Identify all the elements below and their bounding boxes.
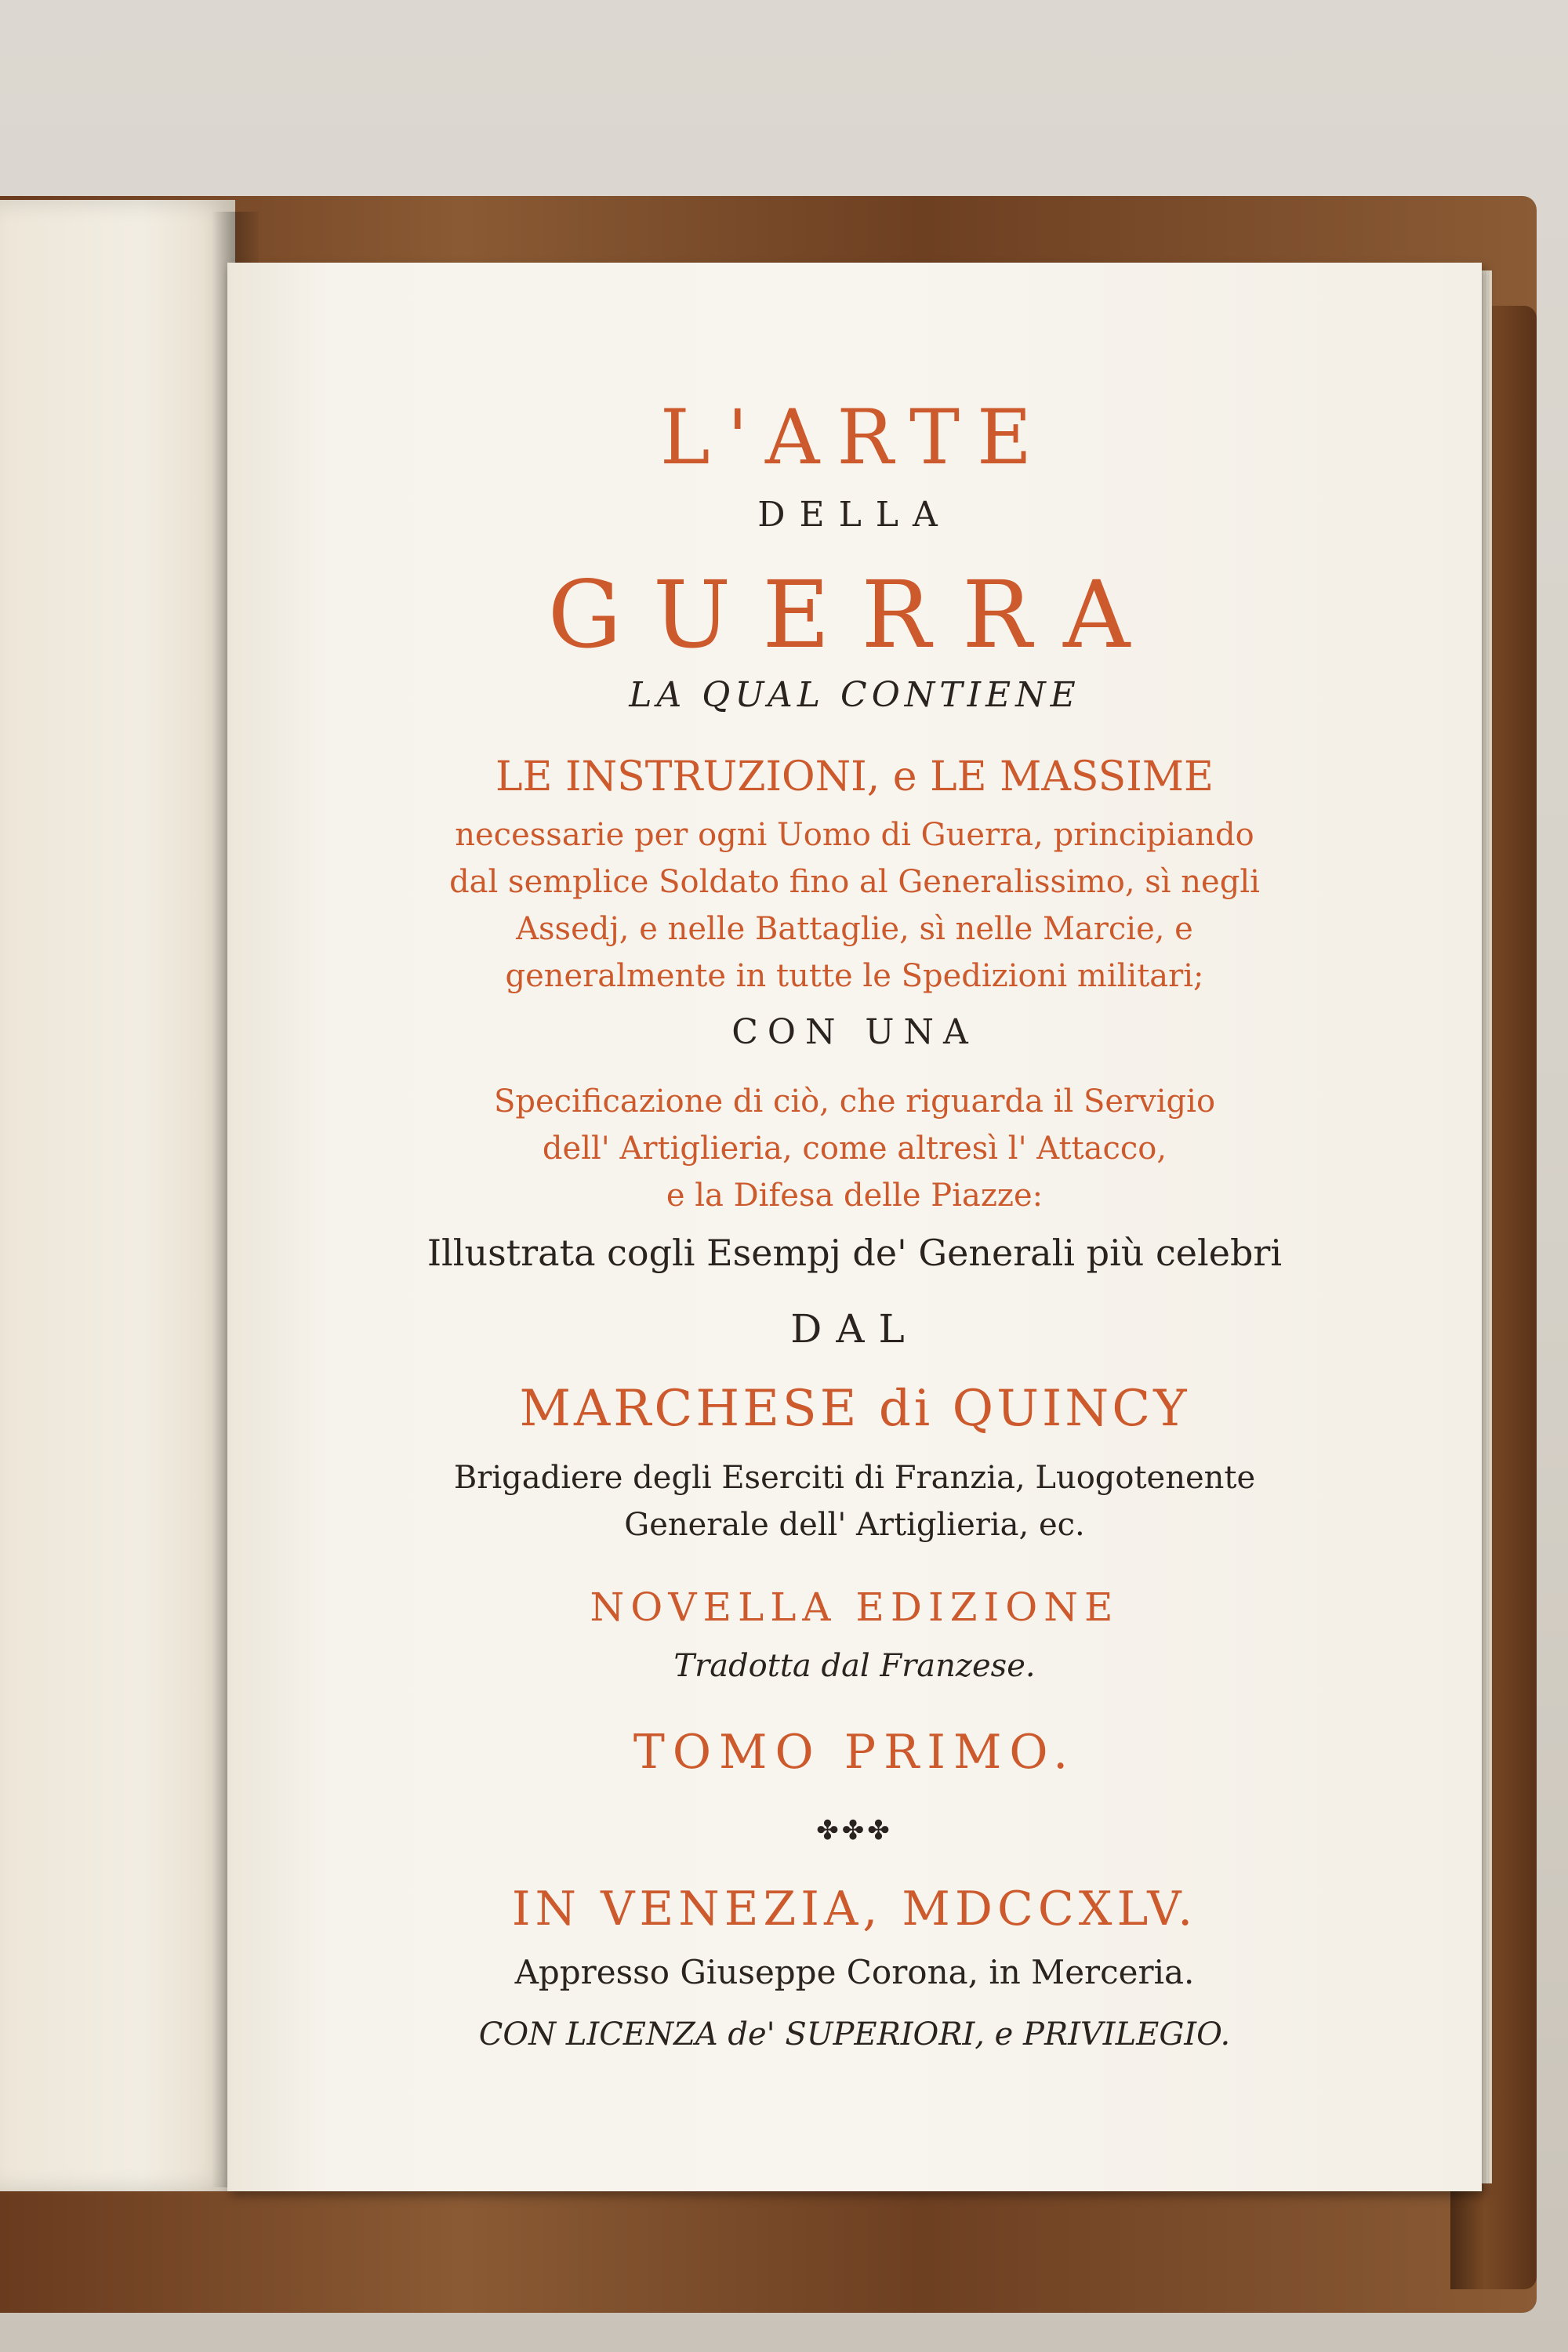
author-title-line-1: Brigadiere degli Eserciti di Franzia, Luogotenente (453, 1460, 1256, 1496)
description-line-4: generalmente in tutte le Spedizioni militari; (505, 958, 1204, 994)
ornament-icon: ✤✤✤ (816, 1815, 893, 1846)
title-line-della: DELLA (757, 495, 952, 535)
illustrated-line: Illustrata cogli Esempj de' Generali più celebri (426, 1232, 1283, 1274)
dal: DAL (790, 1306, 919, 1352)
specification-line-3: e la Difesa delle Piazze: (666, 1178, 1044, 1214)
author-title-line-2: Generale dell' Artiglieria, ec. (624, 1507, 1085, 1543)
subtitle-instruzioni: LE INSTRUZIONI, e LE MASSIME (495, 753, 1214, 800)
imprint-place-date: IN VENEZIA, MDCCXLV. (511, 1882, 1198, 1936)
imprint-publisher: Appresso Giuseppe Corona, in Merceria. (514, 1953, 1195, 1991)
description-line-3: Assedj, e nelle Battaglie, sì nelle Marcie, e (516, 911, 1193, 947)
left-page (0, 200, 235, 2191)
title-page (227, 263, 1482, 2191)
novella-edizione: NOVELLA EDIZIONE (590, 1584, 1120, 1630)
subtitle-qual-contiene: LA QUAL CONTIENE (629, 675, 1080, 715)
title-line-arte: L'ARTE (659, 394, 1050, 481)
imprint-license: CON LICENZA de' SUPERIORI, e PRIVILEGIO. (478, 2016, 1231, 2053)
author-name: MARCHESE di QUINCY (519, 1380, 1190, 1438)
con-una: CON UNA (731, 1012, 978, 1052)
specification-line-2: dell' Artiglieria, come altresì l' Attacco, (542, 1131, 1167, 1167)
translated-from: Tradotta dal Franzese. (673, 1648, 1036, 1684)
title-line-guerra: GUERRA (547, 561, 1162, 669)
description-line-2: dal semplice Soldato fino al Generalissimo, sì negli (449, 864, 1260, 900)
specification-line-1: Specificazione di ciò, che riguarda il Servigio (493, 1083, 1216, 1120)
description-line-1: necessarie per ogni Uomo di Guerra, principiando (455, 817, 1254, 853)
volume-label: TOMO PRIMO. (633, 1725, 1076, 1780)
